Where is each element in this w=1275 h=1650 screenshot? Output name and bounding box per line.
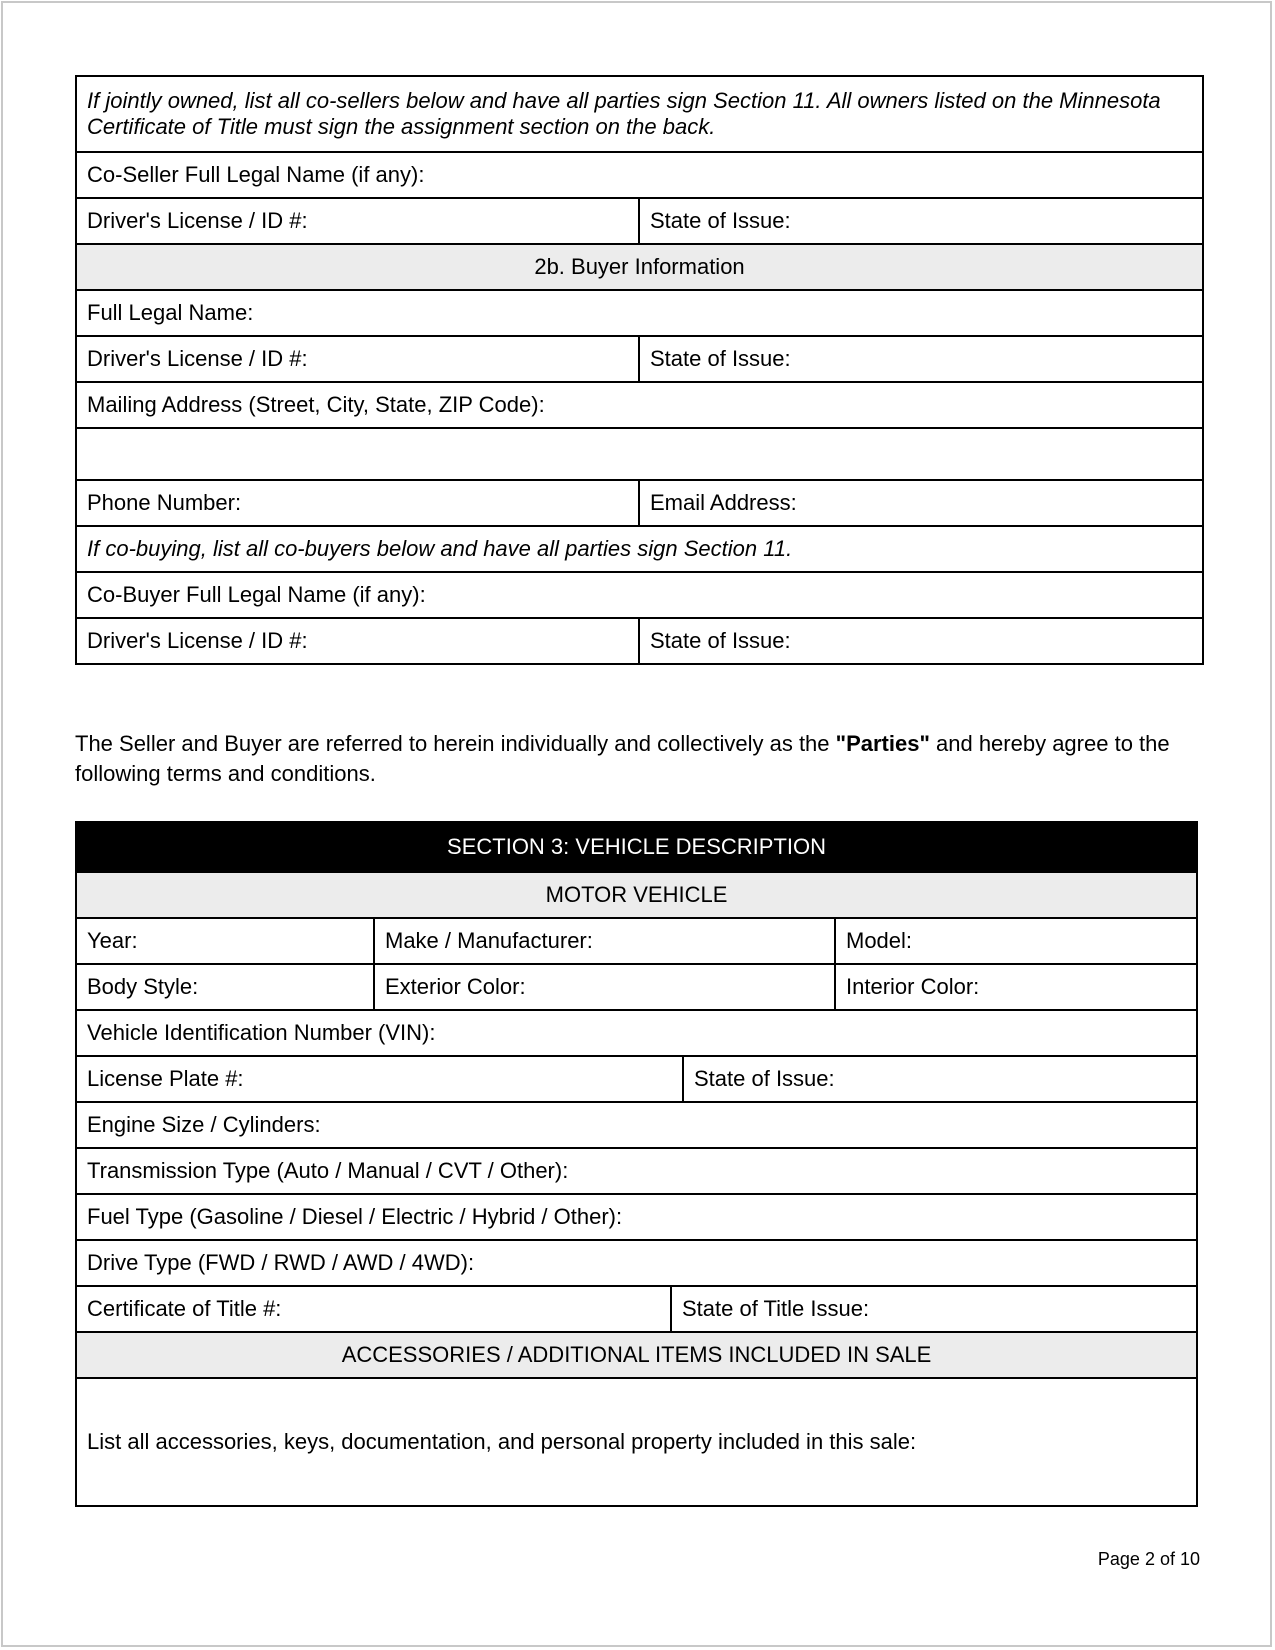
cobuyer-state-field[interactable]: State of Issue: (639, 618, 1203, 664)
seller-buyer-table (75, 75, 1204, 665)
cobuyers-note: If co-buying, list all co-buyers below and have all parties sign Section 11. (76, 526, 1203, 572)
buyer-email-field[interactable]: Email Address: (639, 480, 1203, 526)
title-state-field[interactable]: State of Title Issue: (671, 1286, 1197, 1332)
page-number: Page 2 of 10 (1097, 1549, 1200, 1569)
title-number-field[interactable]: Certificate of Title #: (76, 1286, 671, 1332)
cobuyer-license-field[interactable]: Driver's License / ID #: (76, 618, 639, 664)
buyer-phone-field[interactable]: Phone Number: (76, 480, 639, 526)
model-field[interactable]: Model: (835, 918, 1197, 964)
engine-field[interactable]: Engine Size / Cylinders: (76, 1102, 1197, 1148)
parties-term: "Parties" (835, 731, 930, 756)
drive-type-field[interactable]: Drive Type (FWD / RWD / AWD / 4WD): (76, 1240, 1197, 1286)
parties-paragraph (75, 729, 1205, 789)
accessories-field[interactable]: List all accessories, keys, documentation, and personal property included in this sale: (76, 1378, 1197, 1506)
coseller-license-field[interactable]: Driver's License / ID #: (76, 198, 639, 244)
accessories-header: ACCESSORIES / ADDITIONAL ITEMS INCLUDED IN SALE (76, 1332, 1197, 1378)
license-plate-field[interactable]: License Plate #: (76, 1056, 683, 1102)
cobuyer-name-field[interactable]: Co-Buyer Full Legal Name (if any): (76, 572, 1203, 618)
body-style-field[interactable]: Body Style: (76, 964, 374, 1010)
motor-vehicle-header: MOTOR VEHICLE (76, 872, 1197, 918)
coseller-name-field[interactable]: Co-Seller Full Legal Name (if any): (76, 152, 1203, 198)
interior-color-field[interactable]: Interior Color: (835, 964, 1197, 1010)
exterior-color-field[interactable]: Exterior Color: (374, 964, 835, 1010)
year-field[interactable]: Year: (76, 918, 374, 964)
section-3-header: SECTION 3: VEHICLE DESCRIPTION (76, 822, 1197, 872)
fuel-type-field[interactable]: Fuel Type (Gasoline / Diesel / Electric / Hybrid / Other): (76, 1194, 1197, 1240)
buyer-section-header: 2b. Buyer Information (76, 244, 1203, 290)
cosellers-note: If jointly owned, list all co-sellers below and have all parties sign Section 11. All owners listed on the Minnesota Certificate of Title must sign the assignment section on the back. (76, 76, 1203, 152)
buyer-address-field[interactable]: Mailing Address (Street, City, State, ZIP Code): (76, 382, 1203, 428)
transmission-field[interactable]: Transmission Type (Auto / Manual / CVT / Other): (76, 1148, 1197, 1194)
buyer-state-field[interactable]: State of Issue: (639, 336, 1203, 382)
buyer-license-field[interactable]: Driver's License / ID #: (76, 336, 639, 382)
buyer-name-field[interactable]: Full Legal Name: (76, 290, 1203, 336)
buyer-address-line-2[interactable] (76, 428, 1203, 480)
plate-state-field[interactable]: State of Issue: (683, 1056, 1197, 1102)
coseller-state-field[interactable]: State of Issue: (639, 198, 1203, 244)
make-field[interactable]: Make / Manufacturer: (374, 918, 835, 964)
parties-text-after: and hereby agree to the following terms and conditions. (75, 731, 1170, 786)
vin-field[interactable]: Vehicle Identification Number (VIN): (76, 1010, 1197, 1056)
vehicle-description-table (75, 821, 1198, 1507)
parties-text-before: The Seller and Buyer are referred to herein individually and collectively as the (75, 731, 836, 756)
